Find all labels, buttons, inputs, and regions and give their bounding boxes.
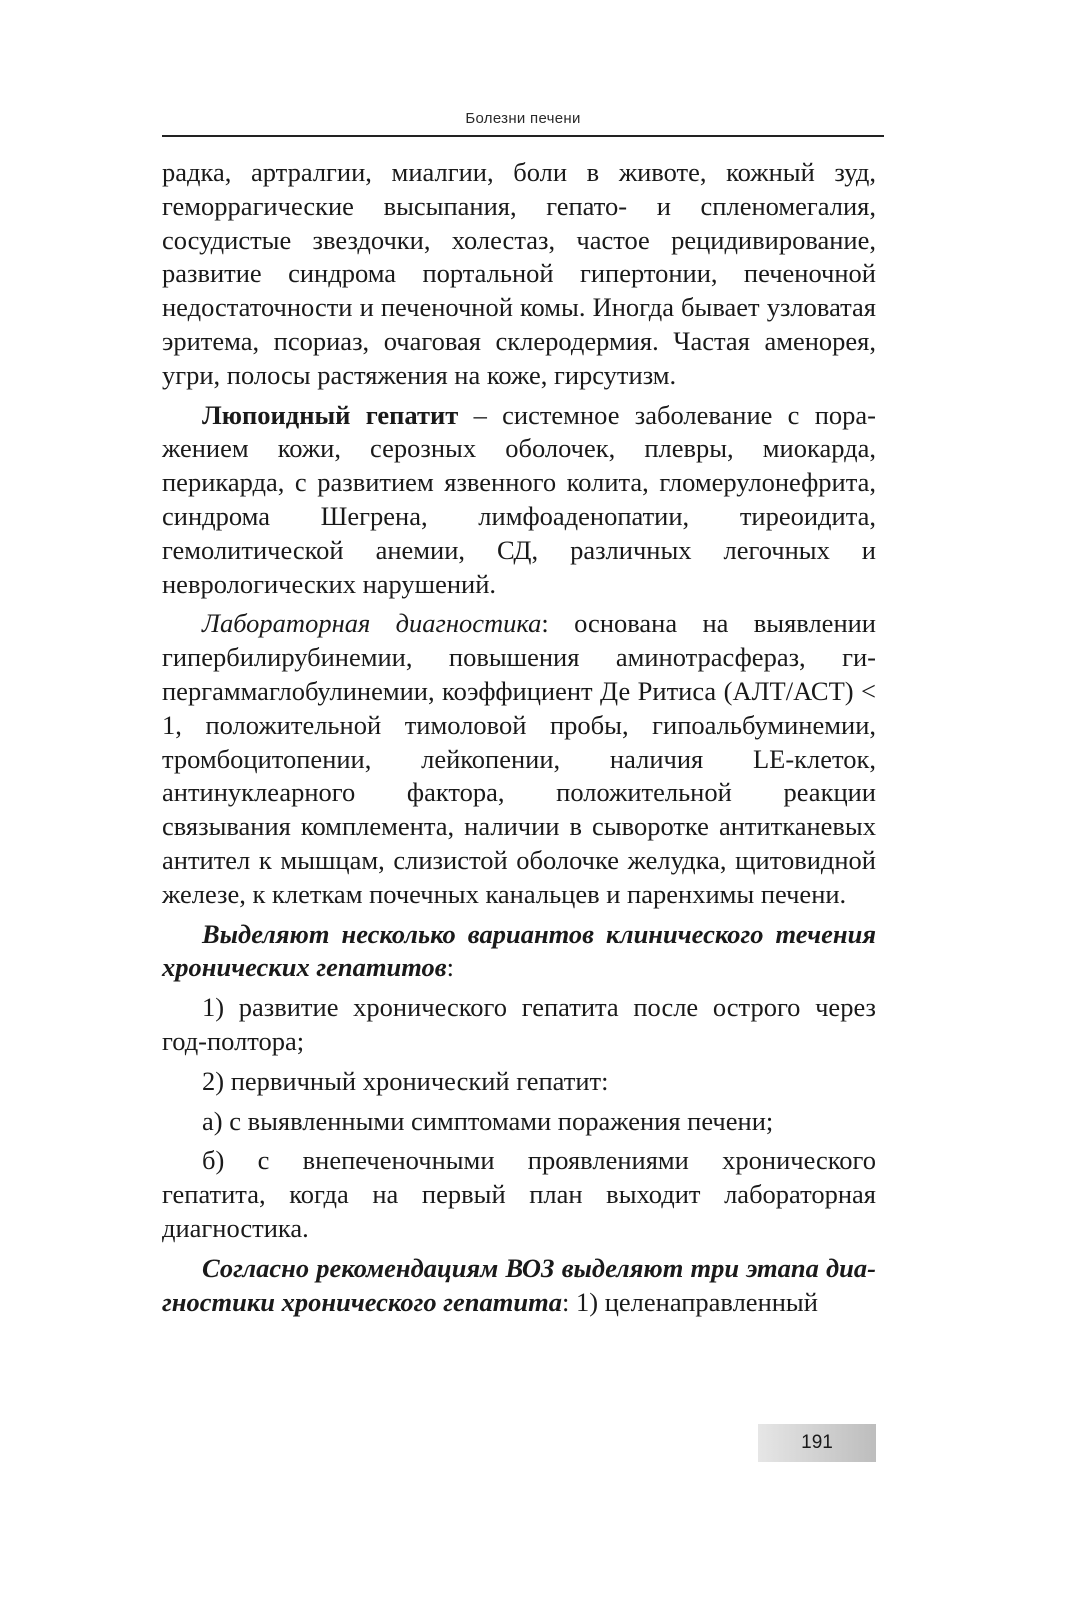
clinical-variants-colon: : (446, 952, 454, 983)
paragraph-who-stages (162, 1252, 876, 1320)
who-stages-text: : 1) целенаправленный (562, 1286, 818, 1317)
paragraph-symptoms: радка, артралгии, миалгии, боли в животе, кожный зуд, геморрагические высыпания, гепато- и спленомегалия, сосудистые звездочки, холестаз, частое рецидивирование, развитие синдрома портальной гипертонии, печеночной недостаточности и печеночной комы. Иногда бывает узловатая эритема, псориаз, очаговая склеродермия. Частая аменорея, угри, полосы растяжения на коже, гирсутизм. (162, 157, 876, 390)
body-text (162, 156, 876, 1325)
paragraph-lupoid-hepatitis (162, 399, 876, 602)
list-item-2b: б) с внепеченочными проявлениями хронического гепатита, когда на первый план выходит лабораторная диагностика. (162, 1145, 876, 1243)
page-number-box (758, 1424, 876, 1462)
paragraph-clinical-variants (162, 918, 876, 986)
list-item-2a: а) с выявленными симптомами поражения печени; (202, 1105, 774, 1136)
term-lab-diagnostics: Лабораторная диагностика (202, 608, 542, 639)
lab-diagnostics-text: : основана на выявлении гипербилирубинемии, повышения аминотрасфераз, гипергаммаглобулинемии, коэффициент Де Ритиса (АЛТ/АСТ) < 1, положительной тимоловой пробы, гипоальбуминемии, тромбоцитопении, лейкопении, наличия LE-клеток, антинуклеарного фактора, положительной реакции связывания комплемента, наличии в сыворотке антитканевых антител к мышцам, слизистой оболочке желудка, щитовидной железе, к клеткам почечных канальцев и паренхимы печени. (162, 608, 876, 909)
paragraph-lab-diagnostics (162, 607, 876, 911)
list-item-1: 1) развитие хронического гепатита после острого через год-полтора; (162, 992, 876, 1056)
term-clinical-variants: Выделяют несколько вариантов клинического течения хронических гепатитов (162, 918, 876, 983)
list-item-2: 2) первичный хронический гепатит: (202, 1065, 609, 1096)
term-lupoid-hepatitis: Люпоидный гепатит (202, 399, 459, 430)
header-rule (162, 135, 884, 137)
term-who-stages: Согласно рекомендациям ВОЗ выделяют три этапа диагностики хронического гепатита (162, 1252, 876, 1317)
lupoid-hepatitis-definition: – системное заболевание с поражением кожи, серозных оболочек, плевры, миокарда, перикарда, с развитием язвенного колита, гломерулонефрита, синдрома Шегрена, лимфоаденопатии, тиреоидита, гемолитической анемии, СД, различных легочных и неврологических нарушений. (162, 399, 876, 599)
running-head: Болезни печени (465, 110, 581, 127)
page-number: 191 (801, 1432, 833, 1453)
